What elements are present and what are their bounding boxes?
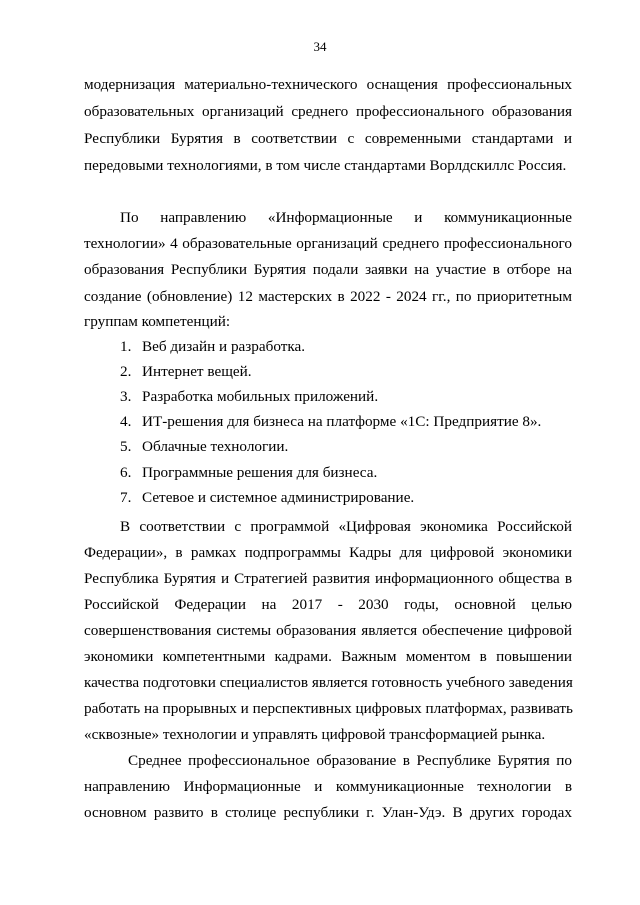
list-item (120, 385, 378, 409)
paragraph-2-line-3: образования Республики Бурятия подали заявки на участие в отборе на (84, 261, 572, 278)
paragraph-3-line-9: «сквозные» технологии и управлять цифровой трансформацией рынка. (84, 726, 546, 743)
list-item (120, 461, 377, 485)
paragraph-3-line-5: совершенствования системы образования является обеспечение цифровой (84, 622, 572, 639)
paragraph-3-line-2: Федерации», в рамках подпрограммы Кадры для цифровой экономики (84, 544, 572, 561)
list-item-number: 6. (120, 464, 132, 481)
list-item (120, 335, 305, 359)
paragraph-1-line-2: образовательных организаций среднего профессионального образования (84, 103, 572, 120)
paragraph-1-line-3: Республики Бурятия в соответствии с современными стандартами и (84, 130, 572, 147)
paragraph-1-line-1: модернизация материально-технического оснащения профессиональных (84, 76, 572, 93)
paragraph-4-line-3: основном развито в столице республики г. Улан-Удэ. В других городах (84, 804, 572, 821)
paragraph-4-line-1: Среднее профессиональное образование в Республике Бурятия по (128, 752, 572, 769)
list-item (120, 360, 252, 384)
list-item-number: 5. (120, 438, 132, 455)
paragraph-2-line-2: технологии» 4 образовательные организаций среднего профессионального (84, 235, 572, 252)
list-item-text: ИТ-решения для бизнеса на платформе «1С: Предприятие 8». (142, 413, 542, 430)
paragraph-3-line-7: качества подготовки специалистов является готовность учебного заведения (84, 674, 573, 691)
paragraph-3-line-3: Республика Бурятия и Стратегией развития информационного общества в (84, 570, 572, 587)
paragraph-3-line-1: В соответствии с программой «Цифровая экономика Российской (120, 518, 572, 535)
paragraph-2-line-4: создание (обновление) 12 мастерских в 2022 - 2024 гг., по приоритетным (84, 288, 572, 305)
list-item (120, 410, 541, 434)
paragraph-3-line-4: Российской Федерации на 2017 - 2030 годы, основной целью (84, 596, 572, 613)
list-item-text: Разработка мобильных приложений. (142, 388, 379, 405)
list-item-number: 7. (120, 489, 132, 506)
page-number: 34 (313, 39, 327, 54)
list-item (120, 486, 414, 510)
paragraph-2-line-5: группам компетенций: (84, 313, 231, 330)
paragraph-1-line-4: передовыми технологиями, в том числе стандартами Ворлдскиллс Россия. (84, 157, 567, 174)
paragraph-3-line-6: экономики компетентными кадрами. Важным моментом в повышении (84, 648, 572, 665)
list-item-text: Сетевое и системное администрирование. (142, 489, 415, 506)
list-item-number: 3. (120, 388, 132, 405)
list-item-number: 2. (120, 363, 132, 380)
paragraph-3-line-8: работать на прорывных и перспективных цифровых платформах, развивать (84, 700, 573, 717)
list-item-number: 1. (120, 338, 132, 355)
paragraph-4-line-2: направлению Информационные и коммуникационные технологии в (84, 778, 572, 795)
list-item-number: 4. (120, 413, 132, 430)
paragraph-2-line-1: По направлению «Информационные и коммуникационные (120, 209, 572, 226)
list-item-text: Облачные технологии. (142, 438, 289, 455)
list-item-text: Интернет вещей. (142, 363, 252, 380)
list-item-text: Веб дизайн и разработка. (142, 338, 306, 355)
list-item-text: Программные решения для бизнеса. (142, 464, 378, 481)
list-item (120, 435, 288, 459)
